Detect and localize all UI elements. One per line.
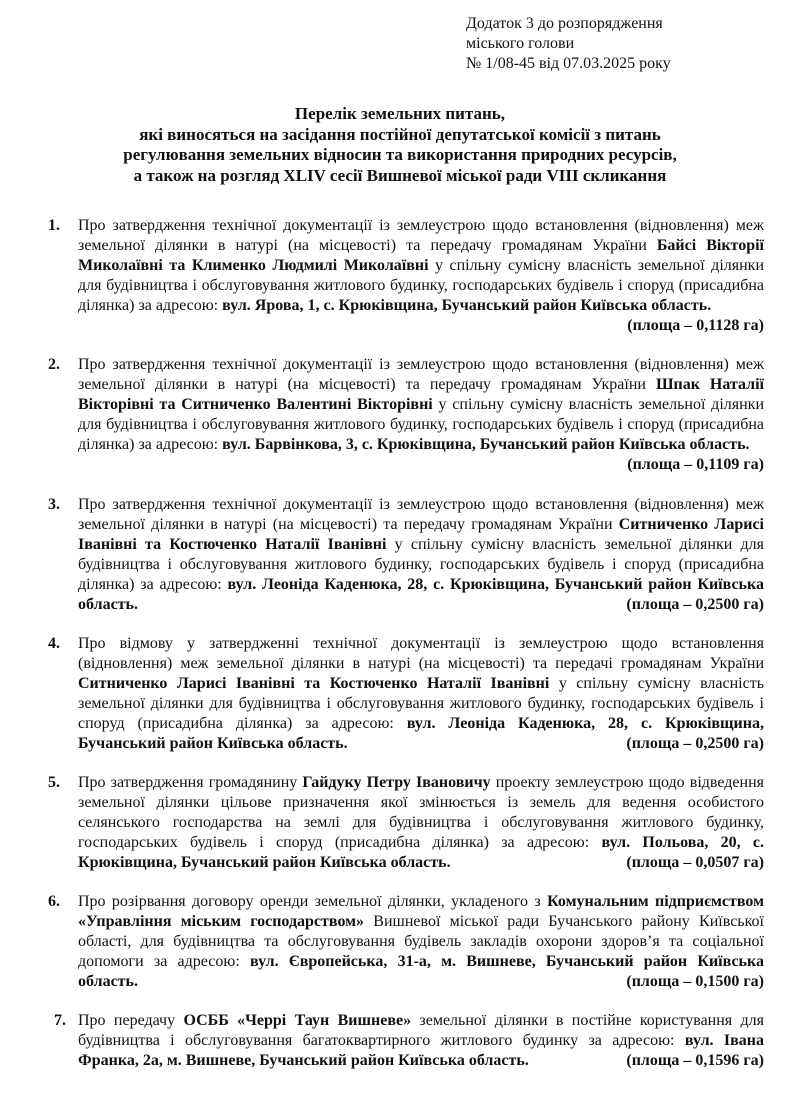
item-area: (площа – 0,1128 га): [627, 317, 764, 334]
appendix-note-line: міського голови: [466, 35, 575, 52]
item-text: [78, 495, 764, 615]
list-item: [48, 634, 764, 754]
item-text: [78, 634, 764, 754]
item-text-plain: у спільну сумісну власність земельної ділянки для будівництва і обслуговування житлового будинку, господарських будівель і споруд (присадибна ділянка) за адресою:: [78, 536, 765, 593]
list-item: [48, 495, 764, 615]
item-text: [78, 216, 765, 334]
item-address: вул. Барвінкова, 3, с. Крюківщина, Бучанський район Київська область.: [222, 436, 750, 453]
item-owners: Шпак Наталії Вікторівні та Ситниченко Валентині Вікторівні: [78, 376, 764, 413]
item-text-plain: Про відмову у затвердженні технічної документації із землеустрою щодо встановлення (відновлення) меж земельної ділянки в натурі (на місцевості) та передачі громадянам України: [78, 635, 764, 672]
item-text-plain: у спільну сумісну власність земельної ділянки для будівництва і обслуговування житлового будинку, господарських будівель і споруд (присадибна ділянка) за адресою:: [78, 257, 765, 314]
appendix-note-line: Додаток 3 до розпорядження: [466, 15, 663, 32]
document-title: [20, 104, 780, 186]
item-address: вул. Ярова, 1, с. Крюківщина, Бучанський район Київська область.: [222, 297, 712, 314]
item-address: вул. Польова, 20, с. Крюківщина, Бучанський район Київська область.: [78, 834, 765, 871]
list-item: [48, 216, 764, 336]
item-address: вул. Леоніда Каденюка, 28, с. Крюківщина, Бучанський район Київська область.: [78, 715, 764, 752]
item-area: (площа – 0,1596 га): [626, 1052, 764, 1069]
item-area: (площа – 0,2500 га): [626, 596, 764, 613]
item-text-plain: Про передачу: [78, 1012, 184, 1029]
item-area: (площа – 0,1109 га): [627, 456, 764, 473]
item-area: (площа – 0,2500 га): [626, 735, 764, 752]
item-owners: Ситниченко Ларисі Іванівні та Костюченко Наталії Іванівні: [78, 675, 550, 692]
list-item: [48, 773, 764, 873]
item-number: 1.: [48, 217, 60, 234]
item-owners: Комунальним підприємством «Управління міським господарством»: [78, 893, 764, 930]
item-text: [78, 1011, 764, 1071]
title-line: регулювання земельних відносин та використання природних ресурсів,: [123, 145, 677, 164]
item-text: [78, 773, 764, 873]
item-text: [78, 892, 764, 992]
item-text-plain: проекту землеустрою щодо відведення земельної ділянки цільове призначення якої змінюється із земель для ведення особистого селянського господарства на землі для будівництва і обслуговування житлового будинку, господарських будівель і споруд (присадибна ділянка) за адресою:: [78, 774, 765, 851]
list-item: [48, 355, 764, 475]
item-number: 7.: [54, 1012, 66, 1029]
item-text-plain: Про затвердження технічної документації із землеустрою щодо встановлення (відновлення) меж земельної ділянки в натурі (на місцевості) та передачу громадянам України: [78, 496, 764, 533]
item-number: 6.: [48, 893, 60, 910]
title-line: а також на розгляд XLIV сесії Вишневої міської ради VIII скликання: [133, 165, 667, 185]
item-owners: Гайдуку Петру Івановичу: [302, 774, 491, 791]
item-area: (площа – 0,0507 га): [626, 854, 764, 871]
title-line: які виносяться на засідання постійної депутатської комісії з питань: [139, 124, 661, 144]
item-text-plain: Про затвердження технічної документації із землеустрою щодо встановлення (відновлення) меж земельної ділянки в натурі (на місцевості) та передачу громадянам України: [78, 217, 764, 254]
title-line: Перелік земельних питань,: [294, 104, 506, 123]
item-text-plain: Про затвердження громадянину: [78, 774, 303, 791]
item-number: 3.: [48, 496, 60, 513]
list-item: [48, 892, 764, 992]
item-text: [78, 355, 765, 473]
item-text-plain: у спільну сумісну власність земельної ділянки для будівництва і обслуговування житлового будинку, господарських будівель і споруд (присадибна ділянка) за адресою:: [78, 675, 765, 732]
appendix-note-line: № 1/08-45 від 07.03.2025 року: [466, 55, 671, 72]
item-owners: Байсі Вікторії Миколаївні та Клименко Людмилі Миколаївні: [78, 237, 764, 274]
item-text-plain: Вишневої міської ради Бучанського району Київської області, для будівництва та обслуговування будівель закладів охорони здоров’я та соціальної допомоги за адресою:: [78, 913, 764, 970]
item-address: вул. Івана Франка, 2а, м. Вишневе, Бучанський район Київська область.: [78, 1032, 764, 1069]
item-text-plain: земельної ділянки в постійне користування для будівництва і обслуговування багатоквартирного житлового будинку за адресою:: [78, 1012, 764, 1049]
item-number: 2.: [48, 356, 60, 373]
item-text-plain: Про затвердження технічної документації із землеустрою щодо встановлення (відновлення) меж земельної ділянки в натурі (на місцевості) та передачу громадянам України: [78, 356, 764, 393]
item-area: (площа – 0,1500 га): [626, 973, 764, 990]
item-number: 4.: [48, 635, 60, 652]
appendix-note: [466, 14, 786, 74]
item-text-plain: Про розірвання договору оренди земельної ділянки, укладеного з: [78, 893, 548, 910]
item-address: вул. Леоніда Каденюка, 28, с. Крюківщина, Бучанський район Київська область.: [78, 576, 764, 613]
list-item: [48, 1011, 764, 1071]
item-text-plain: у спільну сумісну власність земельної ділянки для будівництва і обслуговування житлового будинку, господарських будівель і споруд (присадибна ділянка) за адресою:: [78, 396, 765, 453]
item-owners: ОСББ «Черрі Таун Вишневе»: [183, 1012, 412, 1029]
item-owners: Ситниченко Ларисі Іванівні та Костюченко Наталії Іванівні: [78, 516, 764, 553]
item-address: вул. Європейська, 31-а, м. Вишневе, Бучанський район Київська область.: [78, 953, 764, 990]
item-number: 5.: [48, 774, 60, 791]
